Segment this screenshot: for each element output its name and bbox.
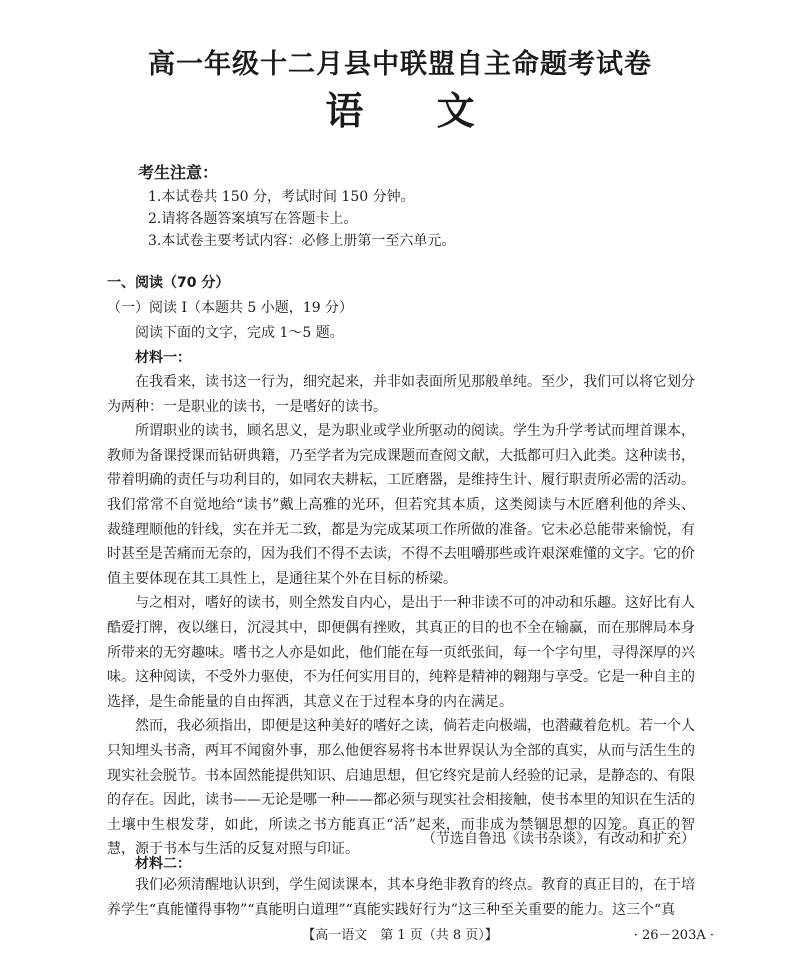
notice-heading: 考生注意： bbox=[138, 163, 219, 182]
paragraph: 我们必须清醒地认识到，学生阅读课本，其本身绝非教育的终点。教育的真正目的，在于培养学生“真能懂得事物”“真能明白道理”“真能实践好行为”这三种至关重要的能力。这三个“真 bbox=[107, 877, 695, 918]
subject-title: 语 文 bbox=[325, 89, 475, 133]
page-footer: 【高一语文 第 1 页（共 8 页）】 bbox=[302, 928, 498, 943]
paragraph: 所谓职业的读书，顾名思义，是为职业或学业所驱动的阅读。学生为升学考试而埋首课本，教师为备课授课而钻研典籍，乃至学者为完成课题而查阅文献，大抵都可归入此类。这种读书，带着明确的责任与功利目的，如同农夫耕耘，工匠磨器，是维持生计、履行职责所必需的活动。我们常常不自觉地给“读书”戴上高雅的光环，但若究其本质，这类阅读与木匠磨利他的斧头、裁缝理顺他的针线，实在并无二致，都是为完成某项工作所做的准备。它未必总能带来愉悦，有时甚至是苦痛而无奈的，因为我们不得不去读，不得不去咀嚼那些或许艰深难懂的文字。它的价值主要体现在其工具性上，是通往某个外在目标的桥梁。 bbox=[107, 423, 695, 587]
paragraph: 与之相对，嗜好的读书，则全然发自内心，是出于一种非读不可的冲动和乐趣。这好比有人酷爱打牌，夜以继日，沉浸其中，即便偶有挫败，其真正的目的也不全在输赢，而在那牌局本身所带来的无穷趣味。嗜书之人亦是如此，他们能在每一页纸张间，每一个字句里，寻得深厚的兴味。这种阅读，不受外力驱使，不为任何实用目的，纯粹是精神的翱翔与享受。它是一种自主的选择，是生命能量的自由挥洒，其意义在于过程本身的内在满足。 bbox=[107, 595, 695, 710]
notice-item: 2.请将各题答案填写在答题卡上。 bbox=[148, 211, 358, 227]
material1-body bbox=[107, 370, 695, 862]
paragraph: 在我看来，读书这一行为，细究起来，并非如表面所见那般单纯。至少，我们可以将它划分为两种：一是职业的读书，一是嗜好的读书。 bbox=[107, 374, 695, 415]
exam-title: 高一年级十二月县中联盟自主命题考试卷 bbox=[148, 49, 652, 80]
material1-label: 材料一： bbox=[135, 350, 191, 366]
material1-source: （节选自鲁迅《读书杂谈》，有改动和扩充） bbox=[422, 831, 695, 847]
material2-body bbox=[107, 873, 695, 923]
exam-code: · 26－203A · bbox=[633, 928, 714, 943]
material2-label: 材料二： bbox=[135, 856, 191, 872]
section-instruction: 阅读下面的文字，完成 1～5 题。 bbox=[135, 325, 344, 341]
notice-item: 3.本试卷主要考试内容：必修上册第一至六单元。 bbox=[148, 233, 456, 249]
section-subtitle: （一）阅读 Ⅰ（本题共 5 小题，19 分） bbox=[107, 300, 354, 316]
section-title: 一、阅读（70 分） bbox=[107, 275, 230, 291]
paragraph: 然而，我必须指出，即便是这种美好的嗜好之读，倘若走向极端，也潜藏着危机。若一个人只知埋头书斋，两耳不闻窗外事，那么他便容易将书本世界误认为全部的真实，从而与活生生的现实社会脱节。书本固然能提供知识、启迪思想，但它终究是前人经验的记录，是静态的、有限的存在。因此，读书——无论是哪一种——都必须与现实社会相接触，使书本里的知识在生活的土壤中生根发芽，如此，所读之书方能真正“活”起来，而非成为禁锢思想的囚笼。真正的智慧，源于书本与生活的反复对照与印证。 bbox=[107, 718, 695, 858]
notice-item: 1.本试卷共 150 分，考试时间 150 分钟。 bbox=[148, 189, 415, 205]
candidate-notice bbox=[138, 162, 455, 252]
